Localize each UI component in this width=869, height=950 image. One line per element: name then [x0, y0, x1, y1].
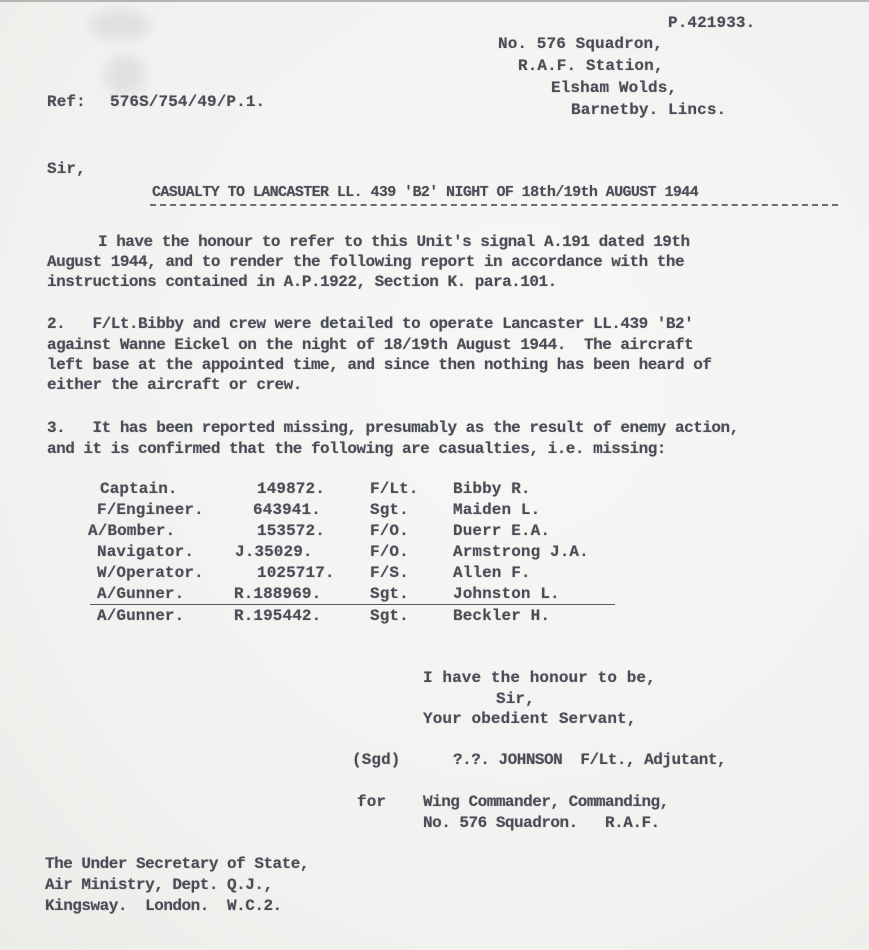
casualty-number: 643941.: [253, 501, 321, 519]
casualty-position: A/Gunner.: [97, 607, 185, 625]
casualty-name: Maiden L.: [453, 501, 541, 519]
recipient-line: Kingsway. London. W.C.2.: [45, 897, 282, 915]
casualty-position: Captain.: [100, 480, 178, 498]
casualty-number: 1025717.: [257, 564, 335, 582]
subject-heading: CASUALTY TO LANCASTER LL. 439 'B2' NIGHT OF 18th/19th AUGUST 1944: [152, 184, 699, 201]
table-rule-line: [90, 604, 615, 605]
casualty-position: A/Gunner.: [97, 585, 185, 603]
casualty-name: Duerr E.A.: [453, 522, 551, 540]
sender-address-line: No. 576 Squadron,: [498, 35, 663, 53]
page-top-edge: [0, 0, 869, 2]
reference-label: Ref:: [47, 93, 86, 111]
closing-line: I have the honour to be,: [423, 669, 656, 687]
casualty-position: A/Bomber.: [88, 522, 176, 540]
paragraph-2-line: 2. F/Lt.Bibby and crew were detailed to operate Lancaster LL.439 'B2': [47, 315, 694, 333]
table-row: [0, 480, 869, 501]
casualty-number: R.188969.: [234, 585, 322, 603]
table-row: [0, 543, 869, 564]
table-row: [0, 585, 869, 606]
signatory: ?.?. JOHNSON F/Lt., Adjutant,: [453, 751, 727, 769]
casualty-name: Johnston L.: [453, 585, 560, 603]
casualty-number: R.195442.: [234, 607, 322, 625]
sender-address-line: Elsham Wolds,: [551, 79, 678, 97]
table-row: [0, 564, 869, 585]
closing-line: Sir,: [496, 690, 535, 708]
salutation: Sir,: [47, 160, 86, 178]
casualty-number: 153572.: [257, 522, 325, 540]
closing-line: Your obedient Servant,: [423, 710, 637, 728]
casualty-rank: F/Lt.: [370, 480, 419, 498]
paragraph-1-line: instructions contained in A.P.1922, Section K. para.101.: [47, 273, 557, 291]
paragraph-2-line: against Wanne Eickel on the night of 18/19th August 1944. The aircraft: [47, 336, 694, 354]
paragraph-2-line: left base at the appointed time, and since then nothing has been heard of: [47, 356, 712, 374]
casualty-name: Beckler H.: [453, 607, 551, 625]
casualty-position: Navigator.: [97, 543, 195, 561]
table-row: [0, 501, 869, 522]
file-reference: P.421933.: [668, 14, 756, 32]
casualty-rank: F/S.: [370, 564, 409, 582]
table-row: [0, 522, 869, 543]
paper-smudge: [105, 55, 145, 95]
sender-address-line: R.A.F. Station,: [518, 57, 664, 75]
casualty-position: F/Engineer.: [97, 501, 204, 519]
on-behalf-line: No. 576 Squadron. R.A.F.: [423, 814, 660, 832]
casualty-number: J.35029.: [235, 543, 313, 561]
table-row: [0, 607, 869, 628]
casualty-rank: Sgt.: [370, 501, 409, 519]
signed-label: (Sgd): [352, 751, 401, 769]
casualty-position: W/Operator.: [97, 564, 204, 582]
casualty-rank: Sgt.: [370, 607, 409, 625]
for-label: for: [357, 793, 387, 811]
recipient-line: The Under Secretary of State,: [45, 855, 309, 873]
casualty-rank: F/O.: [370, 522, 409, 540]
casualty-rank: F/O.: [370, 543, 409, 561]
paragraph-1-line: I have the honour to refer to this Unit's signal A.191 dated 19th: [98, 233, 690, 251]
subject-underline: [150, 204, 838, 206]
casualty-number: 149872.: [257, 480, 325, 498]
paragraph-3-line: 3. It has been reported missing, presumably as the result of enemy action,: [47, 419, 739, 437]
reference-value: 576S/754/49/P.1.: [110, 93, 266, 111]
sender-address-line: Barnetby. Lincs.: [571, 101, 727, 119]
recipient-line: Air Ministry, Dept. Q.J.,: [45, 876, 273, 894]
paragraph-1-line: August 1944, and to render the following report in accordance with the: [47, 253, 685, 271]
casualty-rank: Sgt.: [370, 585, 409, 603]
paragraph-2-line: either the aircraft or crew.: [47, 376, 302, 394]
casualty-name: Allen F.: [453, 564, 531, 582]
casualty-name: Bibby R.: [453, 480, 531, 498]
on-behalf-line: Wing Commander, Commanding,: [423, 793, 669, 811]
paragraph-3-line: and it is confirmed that the following are casualties, i.e. missing:: [47, 440, 666, 458]
casualty-name: Armstrong J.A.: [453, 543, 589, 561]
paper-smudge: [90, 10, 150, 40]
